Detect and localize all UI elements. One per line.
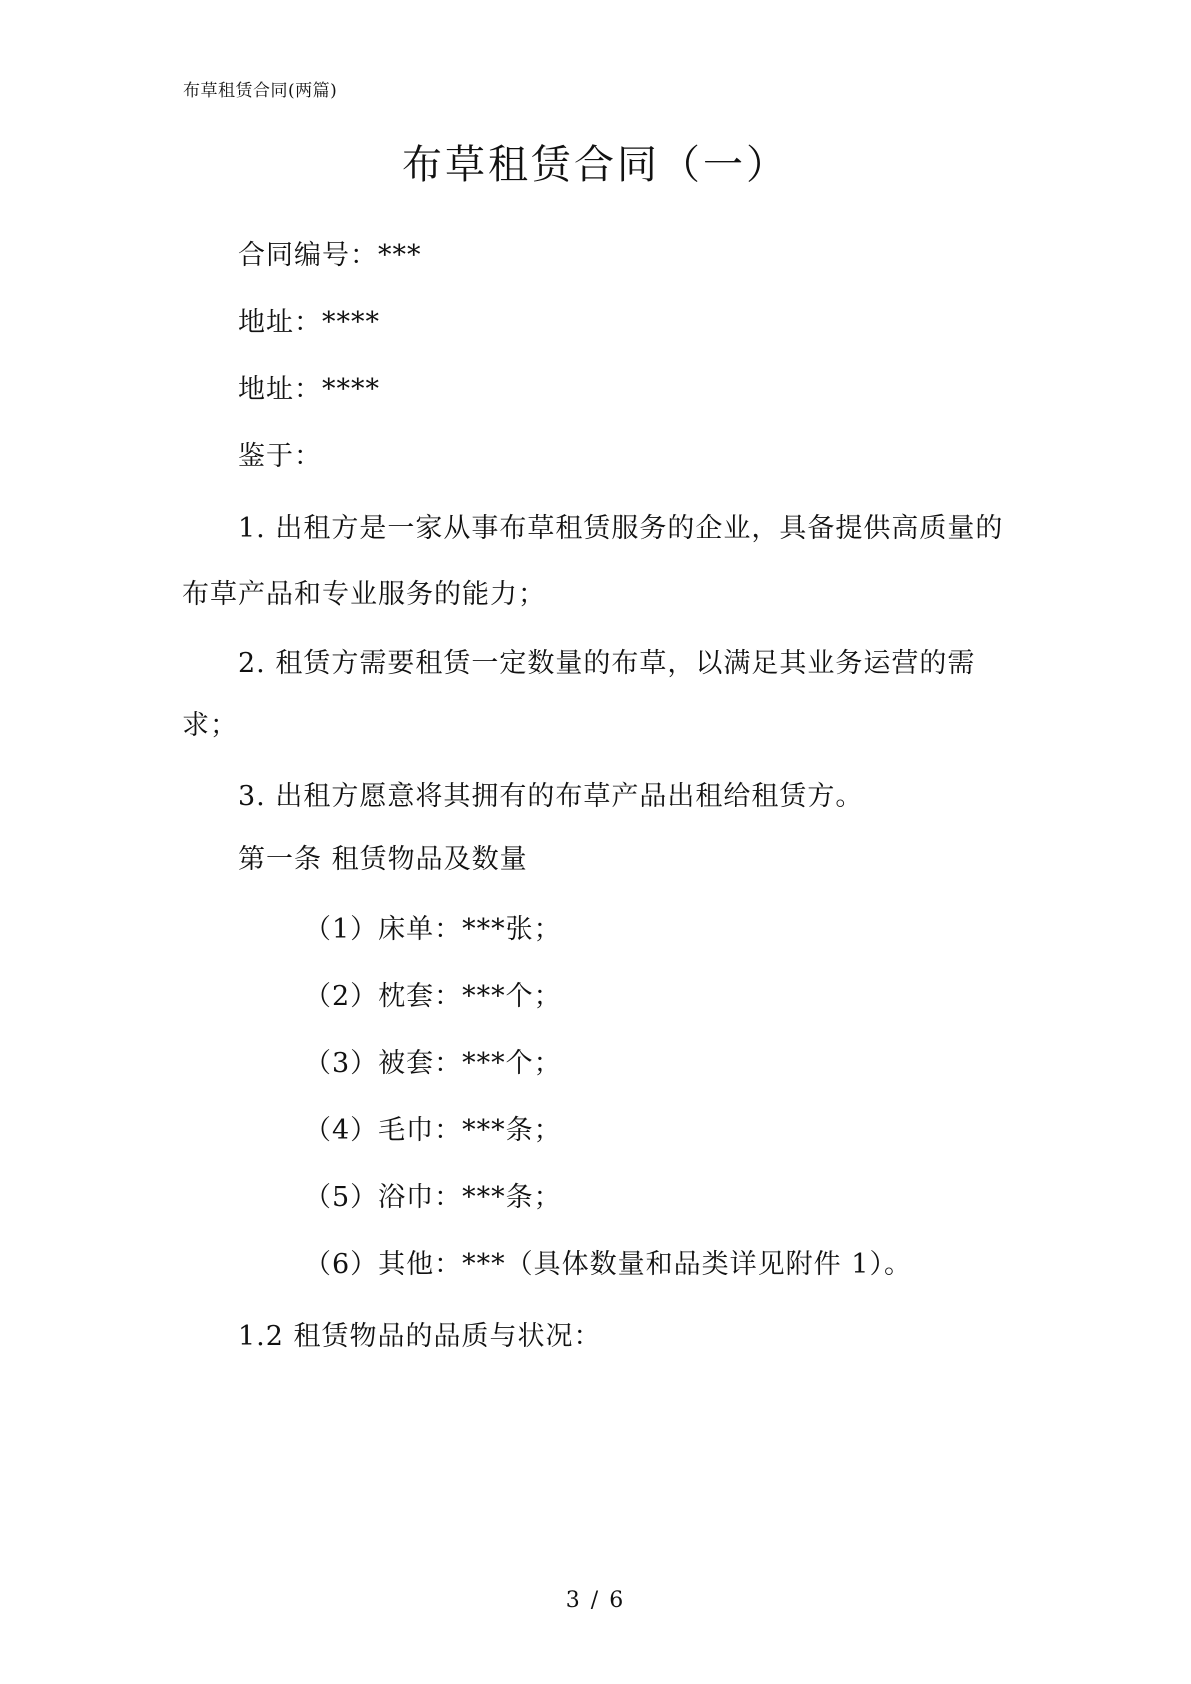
list-item: （6）其他：***（具体数量和品类详见附件 1）。 (304, 1249, 912, 1280)
recital-3: 3. 出租方愿意将其拥有的布草产品出租给租赁方。 (238, 781, 864, 812)
article-1-heading: 第一条 租赁物品及数量 (238, 844, 528, 875)
document-title: 布草租赁合同（一） (402, 142, 789, 188)
list-item: （4）毛巾：***条； (304, 1115, 562, 1146)
page-number: 3 / 6 (565, 1588, 626, 1613)
list-item: （1）床单：***张； (304, 914, 562, 945)
address-line-1: 地址：**** (238, 307, 380, 338)
section-1-2-heading: 1.2 租赁物品的品质与状况： (238, 1321, 602, 1352)
recital-2-line-1: 2. 租赁方需要租赁一定数量的布草，以满足其业务运营的需 (238, 648, 976, 679)
whereas-label: 鉴于： (238, 441, 322, 472)
running-header: 布草租赁合同(两篇) (183, 81, 338, 101)
recital-2-line-2: 求； (182, 710, 238, 741)
contract-number: 合同编号：*** (238, 240, 422, 271)
address-line-2: 地址：**** (238, 374, 380, 405)
list-item: （5）浴巾：***条； (304, 1182, 562, 1213)
recital-1-line-1: 1. 出租方是一家从事布草租赁服务的企业，具备提供高质量的 (238, 513, 1004, 544)
list-item: （2）枕套：***个； (304, 981, 562, 1012)
recital-1-line-2: 布草产品和专业服务的能力； (182, 579, 546, 610)
list-item: （3）被套：***个； (304, 1048, 562, 1079)
